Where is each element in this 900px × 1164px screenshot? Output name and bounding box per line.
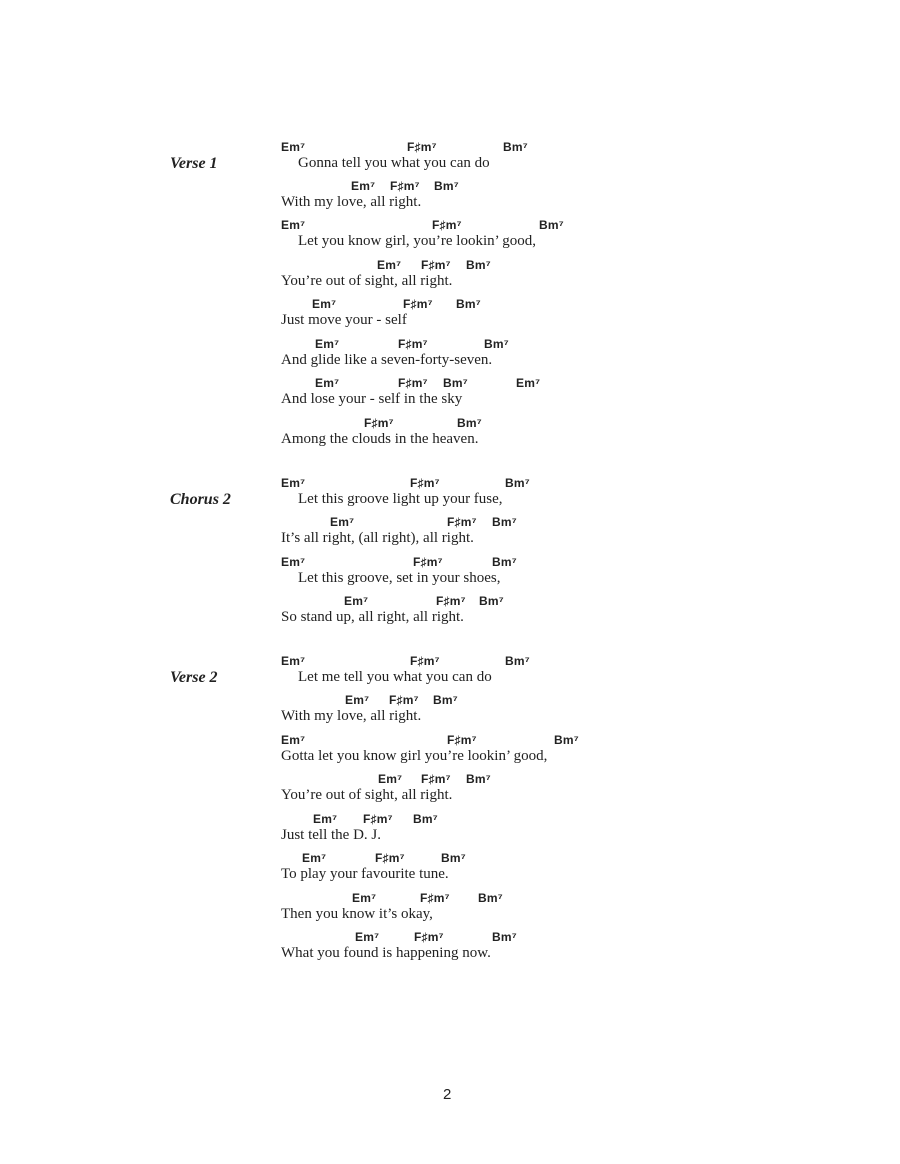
lyric-line: To play your favourite tune. xyxy=(281,866,449,882)
lyric-line: You’re out of sight, all right. xyxy=(281,273,453,289)
chord: F♯m⁷ xyxy=(363,812,393,826)
chord: Em⁷ xyxy=(378,772,403,786)
chord: Em⁷ xyxy=(281,654,306,668)
lyric-line: It’s all right, (all right), all right. xyxy=(281,530,474,546)
chord: F♯m⁷ xyxy=(375,851,405,865)
chord: Bm⁷ xyxy=(479,594,504,608)
chord: F♯m⁷ xyxy=(389,693,419,707)
chord: Bm⁷ xyxy=(539,218,564,232)
chord: F♯m⁷ xyxy=(447,733,477,747)
chord: F♯m⁷ xyxy=(413,555,443,569)
chord: F♯m⁷ xyxy=(364,416,394,430)
lyric-line: Let this groove light up your fuse, xyxy=(298,491,503,507)
lyric-line: With my love, all right. xyxy=(281,708,422,724)
lyric-line: With my love, all right. xyxy=(281,194,422,210)
chord: Em⁷ xyxy=(355,930,380,944)
chord: F♯m⁷ xyxy=(420,891,450,905)
chord: Bm⁷ xyxy=(554,733,579,747)
chord: Bm⁷ xyxy=(492,930,517,944)
lyric-line: Let this groove, set in your shoes, xyxy=(298,570,501,586)
chord: Em⁷ xyxy=(352,891,377,905)
chord: Em⁷ xyxy=(377,258,402,272)
chord: Bm⁷ xyxy=(413,812,438,826)
chord: F♯m⁷ xyxy=(432,218,462,232)
chord: Em⁷ xyxy=(313,812,338,826)
lyric-line: Among the clouds in the heaven. xyxy=(281,431,479,447)
lyric-line: Then you know it’s okay, xyxy=(281,906,433,922)
chord: Bm⁷ xyxy=(443,376,468,390)
lyric-line: You’re out of sight, all right. xyxy=(281,787,453,803)
chord: F♯m⁷ xyxy=(436,594,466,608)
lyric-line: What you found is happening now. xyxy=(281,945,491,961)
chord: Em⁷ xyxy=(344,594,369,608)
page-number: 2 xyxy=(443,1086,452,1103)
chord: F♯m⁷ xyxy=(447,515,477,529)
chord: Bm⁷ xyxy=(505,654,530,668)
chord: Em⁷ xyxy=(281,218,306,232)
chord: Bm⁷ xyxy=(457,416,482,430)
chord: F♯m⁷ xyxy=(410,476,440,490)
section-label-verse-1: Verse 1 xyxy=(170,155,218,172)
lyric-line: And glide like a seven-forty-seven. xyxy=(281,352,493,368)
section-label-verse-2: Verse 2 xyxy=(170,669,218,686)
lyric-line: So stand up, all right, all right. xyxy=(281,609,464,625)
chord: Bm⁷ xyxy=(433,693,458,707)
chord: Bm⁷ xyxy=(505,476,530,490)
chord: Bm⁷ xyxy=(434,179,459,193)
chord: F♯m⁷ xyxy=(403,297,433,311)
chord: F♯m⁷ xyxy=(421,772,451,786)
chord: Em⁷ xyxy=(281,476,306,490)
chord: Em⁷ xyxy=(315,337,340,351)
chord: Em⁷ xyxy=(345,693,370,707)
chord: Bm⁷ xyxy=(478,891,503,905)
chord: Em⁷ xyxy=(302,851,327,865)
chord: Em⁷ xyxy=(281,555,306,569)
chord: Em⁷ xyxy=(351,179,376,193)
chord: Em⁷ xyxy=(281,140,306,154)
chord: Em⁷ xyxy=(516,376,541,390)
chord: F♯m⁷ xyxy=(410,654,440,668)
chord: F♯m⁷ xyxy=(390,179,420,193)
chord: Bm⁷ xyxy=(456,297,481,311)
chord: Em⁷ xyxy=(315,376,340,390)
lyric-line: Let me tell you what you can do xyxy=(298,669,492,685)
chord: Em⁷ xyxy=(312,297,337,311)
lyric-line: Gonna tell you what you can do xyxy=(298,155,490,171)
lyric-line: Gotta let you know girl you’re lookin’ good, xyxy=(281,748,548,764)
chord: Bm⁷ xyxy=(492,515,517,529)
chord: Bm⁷ xyxy=(492,555,517,569)
chord: Bm⁷ xyxy=(466,772,491,786)
lyric-line: Just tell the D. J. xyxy=(281,827,381,843)
section-label-chorus-2: Chorus 2 xyxy=(170,491,231,508)
lyric-line: Just move your - self xyxy=(281,312,407,328)
chord: Em⁷ xyxy=(330,515,355,529)
chord: Em⁷ xyxy=(281,733,306,747)
chord: F♯m⁷ xyxy=(414,930,444,944)
chord: Bm⁷ xyxy=(441,851,466,865)
chord: Bm⁷ xyxy=(503,140,528,154)
chord: Bm⁷ xyxy=(484,337,509,351)
lyric-line: Let you know girl, you’re lookin’ good, xyxy=(298,233,537,249)
chord: F♯m⁷ xyxy=(421,258,451,272)
chord: F♯m⁷ xyxy=(398,337,428,351)
lyric-line: And lose your - self in the sky xyxy=(281,391,463,407)
chord: F♯m⁷ xyxy=(398,376,428,390)
chord: Bm⁷ xyxy=(466,258,491,272)
chord: F♯m⁷ xyxy=(407,140,437,154)
